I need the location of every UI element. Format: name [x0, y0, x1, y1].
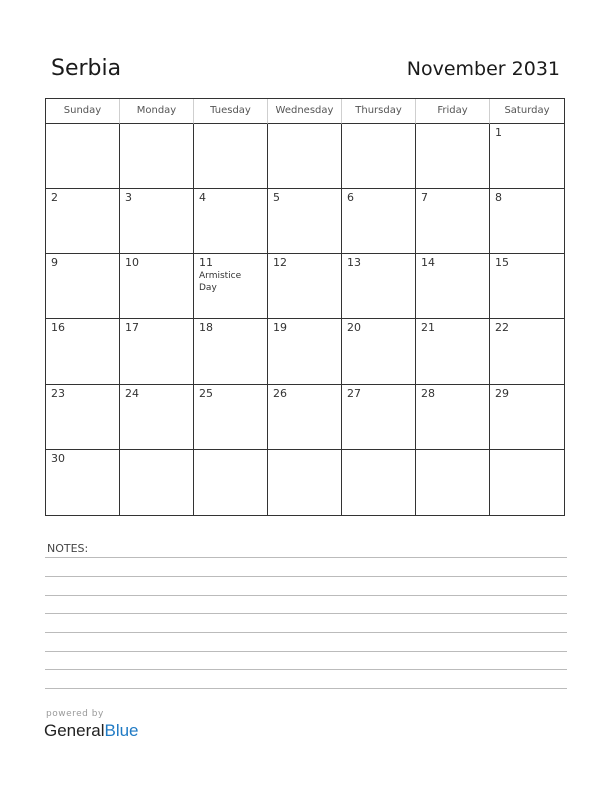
day-cell: [342, 319, 416, 384]
day-cell: [194, 319, 268, 384]
day-cell: [120, 124, 194, 189]
day-number: 22: [495, 321, 509, 335]
day-cell: [268, 385, 342, 450]
day-cell: [342, 385, 416, 450]
day-cell: [342, 450, 416, 515]
day-number: 6: [347, 191, 354, 205]
day-cell: [416, 124, 490, 189]
day-cell: [46, 124, 120, 189]
brand-logo[interactable]: [44, 721, 139, 741]
note-line: [45, 632, 567, 633]
day-cell: [268, 254, 342, 319]
day-cell: [342, 124, 416, 189]
day-number: 10: [125, 256, 139, 270]
day-cell: [490, 189, 564, 254]
day-cell: [490, 124, 564, 189]
day-cell: [416, 385, 490, 450]
brand-blue-text: Blue: [104, 721, 139, 740]
day-number: 30: [51, 451, 65, 465]
day-number: 11: [199, 256, 213, 270]
day-number: 27: [347, 386, 361, 400]
day-cell: [416, 189, 490, 254]
day-number: 3: [125, 191, 132, 205]
day-cell: [268, 450, 342, 515]
holiday-label: Armistice Day: [199, 271, 242, 294]
day-cell: [416, 450, 490, 515]
day-cell: [46, 385, 120, 450]
day-cell: [120, 450, 194, 515]
day-cell: [194, 450, 268, 515]
day-cell: [490, 319, 564, 384]
day-number: 28: [421, 386, 435, 400]
day-number: 26: [273, 386, 287, 400]
day-number: 1: [495, 126, 502, 139]
day-cell: [120, 385, 194, 450]
calendar-grid: [45, 98, 565, 516]
weekday-header-5: Friday: [416, 99, 490, 124]
note-line: [45, 688, 567, 689]
day-number: 25: [199, 386, 213, 400]
brand-general-text: General: [44, 721, 105, 740]
day-number: 20: [347, 321, 361, 335]
day-number: 29: [495, 386, 509, 400]
day-cell: [46, 254, 120, 319]
day-number: 13: [347, 256, 361, 270]
weekday-header-2: Tuesday: [194, 99, 268, 124]
day-cell: [46, 319, 120, 384]
day-number: 14: [421, 256, 435, 270]
day-cell: [194, 189, 268, 254]
day-cell: [268, 124, 342, 189]
day-number: 7: [421, 191, 428, 205]
note-line: [45, 595, 567, 596]
day-cell: [342, 254, 416, 319]
note-line: [45, 669, 567, 670]
day-cell: [416, 319, 490, 384]
weekday-header-6: Saturday: [490, 99, 564, 124]
day-cell: [490, 254, 564, 319]
day-cell: [120, 189, 194, 254]
day-number: 16: [51, 321, 65, 335]
day-number: 4: [199, 191, 206, 205]
day-number: 18: [199, 321, 213, 335]
day-number: 24: [125, 386, 139, 400]
day-cell: [46, 189, 120, 254]
day-cell: [268, 319, 342, 384]
note-line: [45, 557, 567, 558]
day-cell: [416, 254, 490, 319]
day-number: 19: [273, 321, 287, 335]
weekday-header-3: Wednesday: [268, 99, 342, 124]
day-number: 8: [495, 191, 502, 205]
day-cell: [120, 319, 194, 384]
day-cell: [120, 254, 194, 319]
day-cell: [490, 450, 564, 515]
day-cell: [194, 385, 268, 450]
note-line: [45, 651, 567, 652]
note-line: [45, 613, 567, 614]
day-number: 9: [51, 256, 58, 270]
day-cell: [490, 385, 564, 450]
notes-label: NOTES:: [47, 542, 89, 555]
day-number: 5: [273, 191, 280, 205]
day-number: 12: [273, 256, 287, 270]
weekday-header-0: Sunday: [46, 99, 120, 124]
note-line: [45, 576, 567, 577]
day-cell: [46, 450, 120, 515]
day-cell: [342, 189, 416, 254]
weekday-header-1: Monday: [120, 99, 194, 124]
day-number: 15: [495, 256, 509, 270]
country-title: Serbia: [51, 56, 122, 81]
weekday-header-4: Thursday: [342, 99, 416, 124]
day-number: 21: [421, 321, 435, 335]
day-number: 17: [125, 321, 139, 335]
day-cell: [194, 124, 268, 189]
day-cell: [194, 254, 268, 319]
day-number: 2: [51, 191, 58, 205]
powered-by-text: powered by: [46, 709, 104, 719]
day-cell: [268, 189, 342, 254]
month-year-title: November 2031: [406, 58, 560, 80]
day-number: 23: [51, 386, 65, 400]
